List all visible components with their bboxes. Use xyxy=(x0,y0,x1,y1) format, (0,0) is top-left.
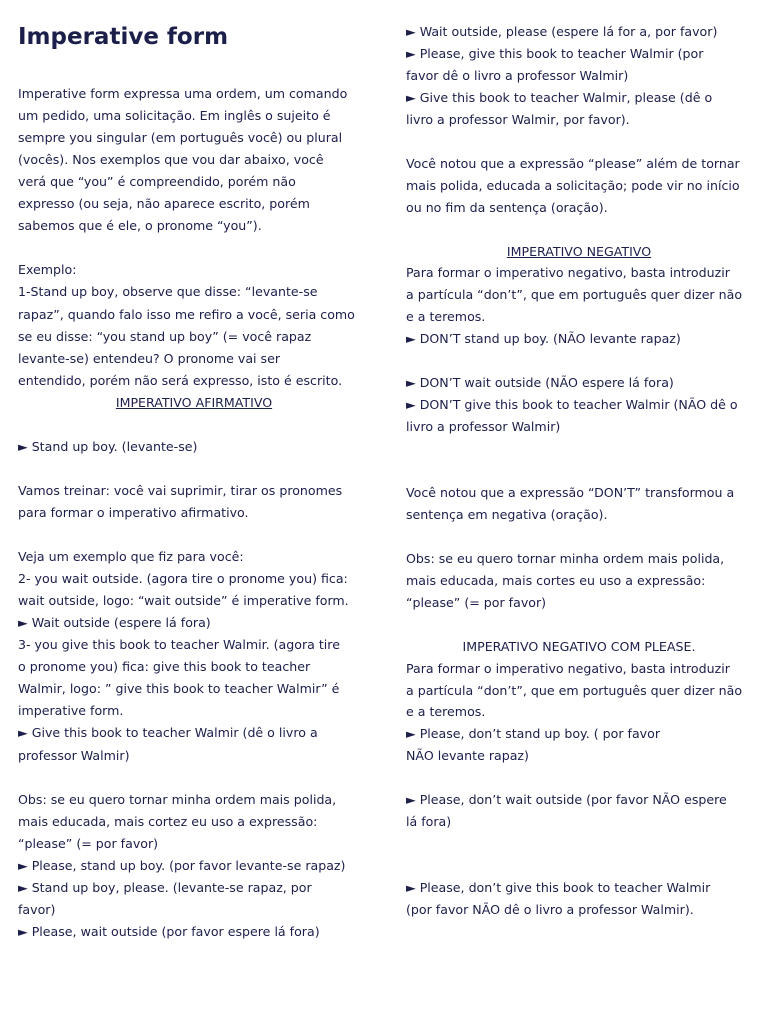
right-column-line: ► DON’T wait outside (NÃO espere lá fora) xyxy=(406,375,674,391)
left-column-line: imperative form. xyxy=(18,703,124,719)
right-column-line: favor dê o livro a professor Walmir) xyxy=(406,67,629,83)
right-column-line: mais educada, mais cortes eu uso a expressão: xyxy=(406,572,706,588)
left-column-line: sabemos que é ele, o pronome “you”). xyxy=(18,218,262,234)
left-column-line: um pedido, uma solicitação. Em inglês o sujeito é xyxy=(18,108,331,124)
left-column-line: para formar o imperativo afirmativo. xyxy=(18,504,249,520)
left-column-line: Vamos treinar: você vai suprimir, tirar os pronomes xyxy=(18,482,343,498)
left-column-line: ► Stand up boy. (levante-se) xyxy=(18,438,198,454)
right-column-line: e a teremos. xyxy=(406,309,486,325)
right-column-line: livro a professor Walmir, por favor). xyxy=(406,111,630,127)
left-column-line: se eu disse: “you stand up boy” (= você rapaz xyxy=(18,328,312,344)
right-column-line: Você notou que a expressão “please” além de tornar xyxy=(406,155,740,171)
right-column-line: ► Please, don’t wait outside (por favor NÃO espere xyxy=(406,792,727,808)
left-column-line: o pronome you) fica: give this book to teacher xyxy=(18,659,311,675)
left-column-line: Exemplo: xyxy=(18,262,77,278)
left-column-line: mais educada, mais cortez eu uso a expressão: xyxy=(18,813,318,829)
left-column-line: ► Please, stand up boy. (por favor levante-se rapaz) xyxy=(18,857,346,873)
right-column-line: ► Please, don’t stand up boy. ( por favor xyxy=(406,726,661,742)
right-column-line: ou no fim da sentença (oração). xyxy=(406,199,608,215)
left-column-line: 2- you wait outside. (agora tire o pronome you) fica: xyxy=(18,571,348,587)
right-column-line: ► Wait outside, please (espere lá for a, por favor) xyxy=(406,24,718,39)
section-heading: IMPERATIVO NEGATIVO xyxy=(506,243,652,259)
left-column-line: favor) xyxy=(18,901,56,917)
right-column-line: Você notou que a expressão “DON’T” transformou a xyxy=(406,484,735,500)
left-column-line: levante-se) entendeu? O pronome vai ser xyxy=(18,350,281,366)
right-column-line: ► Please, give this book to teacher Walmir (por xyxy=(406,45,704,61)
section-heading: IMPERATIVO AFIRMATIVO xyxy=(115,394,273,410)
left-column-line: ► Wait outside (espere lá fora) xyxy=(18,615,211,631)
left-column-line: Veja um exemplo que fiz para você: xyxy=(18,549,244,565)
left-column-line: professor Walmir) xyxy=(18,747,130,763)
right-column-line: (por favor NÃO dê o livro a professor Walmir). xyxy=(406,902,694,917)
right-column-line: Obs: se eu quero tornar minha ordem mais polida, xyxy=(406,550,725,566)
left-column-line: Obs: se eu quero tornar minha ordem mais polida, xyxy=(18,791,337,807)
left-column-line: Imperative form expressa uma ordem, um comando xyxy=(18,86,348,101)
left-column-line: wait outside, logo: “wait outside” é imperative form. xyxy=(18,593,349,609)
left-column-line: Walmir, logo: ” give this book to teacher Walmir” é xyxy=(18,681,340,697)
right-column-line: Para formar o imperativo negativo, basta introduzir xyxy=(406,660,730,676)
left-column-line: verá que “you” é compreendido, porém não xyxy=(18,174,296,190)
left-column-line: ► Please, wait outside (por favor espere lá fora) xyxy=(18,923,320,939)
section-heading: IMPERATIVO NEGATIVO COM PLEASE. xyxy=(462,638,696,654)
right-column-line: ► DON’T give this book to teacher Walmir (NÃO dê o xyxy=(406,397,738,413)
right-column-line: e a teremos. xyxy=(406,704,486,720)
left-column-line: expresso (ou seja, não aparece escrito, porém xyxy=(18,196,310,212)
left-column-line: rapaz”, quando falo isso me refiro a você, seria como xyxy=(18,306,355,322)
left-column-line: ► Stand up boy, please. (levante-se rapaz, por xyxy=(18,879,312,895)
right-column-line: a partícula “don’t”, que em português quer dizer não xyxy=(406,682,743,698)
left-column-line: entendido, porém não será expresso, isto é escrito. xyxy=(18,372,343,388)
left-column-line: (vocês). Nos exemplos que vou dar abaixo, você xyxy=(18,152,324,168)
right-column-line: sentença em negativa (oração). xyxy=(406,506,608,522)
page-title: Imperative form xyxy=(18,24,229,50)
right-column-line: livro a professor Walmir) xyxy=(406,419,561,435)
left-column-line: 3- you give this book to teacher Walmir. (agora tire xyxy=(18,637,340,653)
right-column-line: Para formar o imperativo negativo, basta introduzir xyxy=(406,265,730,281)
left-column-line: 1-Stand up boy, observe que disse: “levante-se xyxy=(18,284,318,300)
left-column-line: “please” (= por favor) xyxy=(18,835,159,851)
right-column-line: lá fora) xyxy=(406,814,452,830)
right-column-line: ► DON’T stand up boy. (NÃO levante rapaz) xyxy=(406,331,681,347)
right-column-line: NÃO levante rapaz) xyxy=(406,748,529,764)
left-column-line: ► Give this book to teacher Walmir (dê o livro a xyxy=(18,725,318,741)
right-column-line: ► Please, don’t give this book to teacher Walmir xyxy=(406,880,711,896)
left-column-line: sempre you singular (em português você) ou plural xyxy=(18,130,343,146)
right-column-line: a partícula “don’t”, que em português quer dizer não xyxy=(406,287,743,303)
right-column-line: “please” (= por favor) xyxy=(406,594,547,610)
right-column-line: ► Give this book to teacher Walmir, please (dê o xyxy=(406,89,713,105)
right-column-line: mais polida, educada a solicitação; pode vir no início xyxy=(406,177,740,193)
